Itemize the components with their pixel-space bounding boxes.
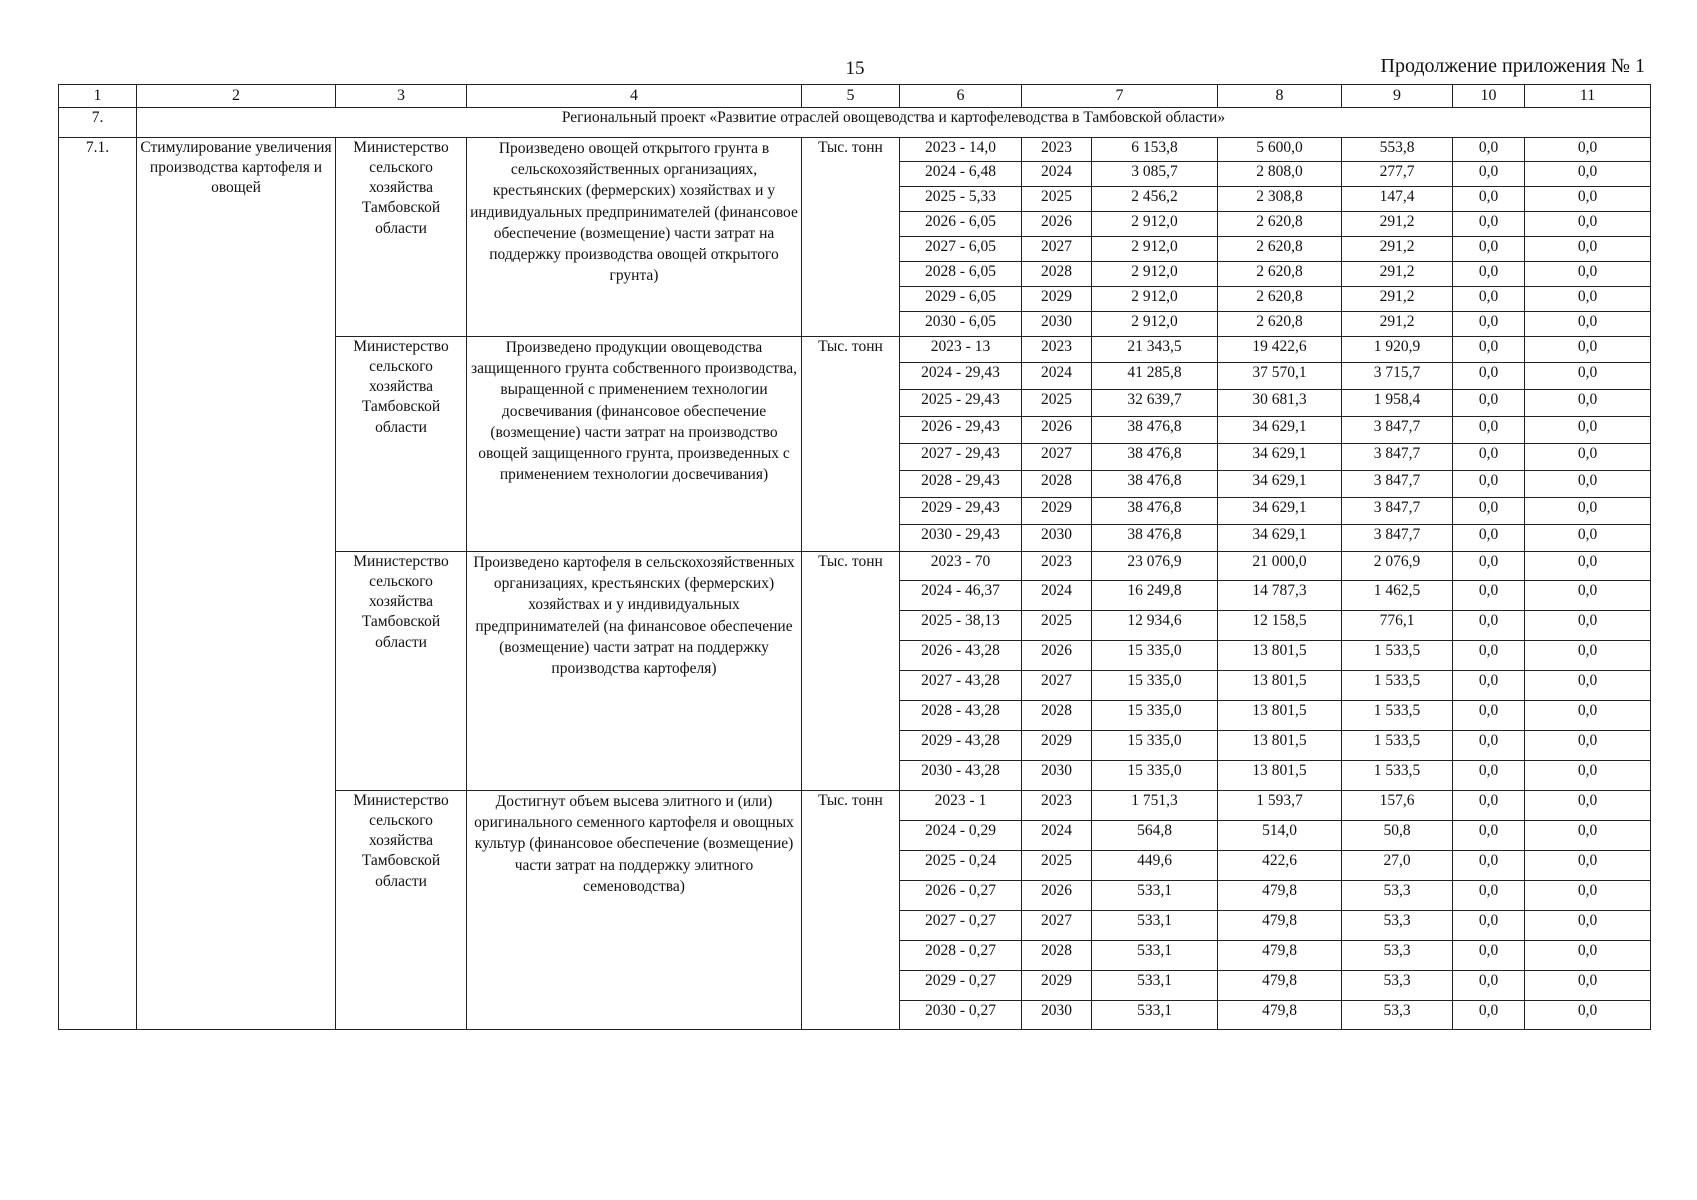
other-sources-cell: 0,0 bbox=[1525, 851, 1651, 881]
total-cell: 38 476,8 bbox=[1092, 525, 1218, 552]
total-cell: 32 639,7 bbox=[1092, 390, 1218, 417]
year-cell: 2029 bbox=[1022, 498, 1092, 525]
regional-budget-cell: 1 533,5 bbox=[1342, 701, 1453, 731]
other-sources-cell: 0,0 bbox=[1525, 911, 1651, 941]
regional-budget-cell: 1 533,5 bbox=[1342, 641, 1453, 671]
col-header-6: 6 bbox=[900, 85, 1022, 108]
local-budget-cell: 0,0 bbox=[1453, 761, 1525, 791]
year-cell: 2028 bbox=[1022, 941, 1092, 971]
executor-cell: Министерство сельского хозяйства Тамбовской области bbox=[336, 138, 467, 337]
regional-budget-cell: 291,2 bbox=[1342, 237, 1453, 262]
year-cell: 2023 bbox=[1022, 552, 1092, 581]
federal-budget-cell: 30 681,3 bbox=[1218, 390, 1342, 417]
total-cell: 2 456,2 bbox=[1092, 187, 1218, 212]
federal-budget-cell: 14 787,3 bbox=[1218, 581, 1342, 611]
regional-budget-cell: 50,8 bbox=[1342, 821, 1453, 851]
local-budget-cell: 0,0 bbox=[1453, 363, 1525, 390]
target-value-cell: 2024 - 6,48 bbox=[900, 162, 1022, 187]
federal-budget-cell: 479,8 bbox=[1218, 941, 1342, 971]
target-value-cell: 2030 - 29,43 bbox=[900, 525, 1022, 552]
regional-budget-cell: 3 847,7 bbox=[1342, 525, 1453, 552]
total-cell: 2 912,0 bbox=[1092, 262, 1218, 287]
other-sources-cell: 0,0 bbox=[1525, 444, 1651, 471]
target-value-cell: 2026 - 29,43 bbox=[900, 417, 1022, 444]
total-cell: 15 335,0 bbox=[1092, 641, 1218, 671]
target-value-cell: 2027 - 29,43 bbox=[900, 444, 1022, 471]
regional-budget-cell: 157,6 bbox=[1342, 791, 1453, 821]
local-budget-cell: 0,0 bbox=[1453, 1001, 1525, 1030]
local-budget-cell: 0,0 bbox=[1453, 701, 1525, 731]
target-value-cell: 2027 - 43,28 bbox=[900, 671, 1022, 701]
federal-budget-cell: 2 308,8 bbox=[1218, 187, 1342, 212]
other-sources-cell: 0,0 bbox=[1525, 237, 1651, 262]
item-name: Стимулирование увеличения производства картофеля и овощей bbox=[137, 138, 336, 1030]
year-cell: 2027 bbox=[1022, 911, 1092, 941]
regional-budget-cell: 1 920,9 bbox=[1342, 337, 1453, 363]
local-budget-cell: 0,0 bbox=[1453, 417, 1525, 444]
year-cell: 2026 bbox=[1022, 212, 1092, 237]
local-budget-cell: 0,0 bbox=[1453, 390, 1525, 417]
year-cell: 2024 bbox=[1022, 821, 1092, 851]
federal-budget-cell: 34 629,1 bbox=[1218, 444, 1342, 471]
other-sources-cell: 0,0 bbox=[1525, 212, 1651, 237]
local-budget-cell: 0,0 bbox=[1453, 971, 1525, 1001]
other-sources-cell: 0,0 bbox=[1525, 581, 1651, 611]
item-number: 7.1. bbox=[59, 138, 137, 1030]
year-cell: 2029 bbox=[1022, 731, 1092, 761]
year-cell: 2028 bbox=[1022, 701, 1092, 731]
regional-budget-cell: 3 847,7 bbox=[1342, 471, 1453, 498]
table-row bbox=[59, 138, 1651, 162]
local-budget-cell: 0,0 bbox=[1453, 237, 1525, 262]
federal-budget-cell: 12 158,5 bbox=[1218, 611, 1342, 641]
unit-cell: Тыс. тонн bbox=[802, 791, 900, 1030]
federal-budget-cell: 2 620,8 bbox=[1218, 212, 1342, 237]
total-cell: 15 335,0 bbox=[1092, 701, 1218, 731]
total-cell: 15 335,0 bbox=[1092, 731, 1218, 761]
target-value-cell: 2024 - 0,29 bbox=[900, 821, 1022, 851]
federal-budget-cell: 19 422,6 bbox=[1218, 337, 1342, 363]
other-sources-cell: 0,0 bbox=[1525, 498, 1651, 525]
federal-budget-cell: 13 801,5 bbox=[1218, 671, 1342, 701]
year-cell: 2027 bbox=[1022, 444, 1092, 471]
year-cell: 2025 bbox=[1022, 851, 1092, 881]
other-sources-cell: 0,0 bbox=[1525, 1001, 1651, 1030]
total-cell: 38 476,8 bbox=[1092, 444, 1218, 471]
target-value-cell: 2029 - 43,28 bbox=[900, 731, 1022, 761]
regional-budget-cell: 2 076,9 bbox=[1342, 552, 1453, 581]
year-cell: 2030 bbox=[1022, 312, 1092, 337]
total-cell: 533,1 bbox=[1092, 941, 1218, 971]
year-cell: 2025 bbox=[1022, 611, 1092, 641]
other-sources-cell: 0,0 bbox=[1525, 471, 1651, 498]
local-budget-cell: 0,0 bbox=[1453, 525, 1525, 552]
result-description: Произведено продукции овощеводства защищенного грунта собственного производства, выращенной с применением технологии досвечивания (финансовое обеспечение (возмещение) части затрат на производство овощей защищенного грунта, произведенных с применением технологии досвечивания) bbox=[467, 337, 802, 552]
total-cell: 15 335,0 bbox=[1092, 761, 1218, 791]
target-value-cell: 2029 - 0,27 bbox=[900, 971, 1022, 1001]
other-sources-cell: 0,0 bbox=[1525, 312, 1651, 337]
other-sources-cell: 0,0 bbox=[1525, 761, 1651, 791]
other-sources-cell: 0,0 bbox=[1525, 262, 1651, 287]
regional-budget-cell: 291,2 bbox=[1342, 287, 1453, 312]
local-budget-cell: 0,0 bbox=[1453, 138, 1525, 162]
federal-budget-cell: 479,8 bbox=[1218, 1001, 1342, 1030]
regional-budget-cell: 53,3 bbox=[1342, 911, 1453, 941]
year-cell: 2023 bbox=[1022, 791, 1092, 821]
federal-budget-cell: 5 600,0 bbox=[1218, 138, 1342, 162]
executor-cell: Министерство сельского хозяйства Тамбовской области bbox=[336, 337, 467, 552]
year-cell: 2024 bbox=[1022, 162, 1092, 187]
other-sources-cell: 0,0 bbox=[1525, 941, 1651, 971]
local-budget-cell: 0,0 bbox=[1453, 611, 1525, 641]
unit-cell: Тыс. тонн bbox=[802, 552, 900, 791]
target-value-cell: 2027 - 6,05 bbox=[900, 237, 1022, 262]
result-description: Произведено картофеля в сельскохозяйственных организациях, крестьянских (фермерских) хозяйствах и у индивидуальных предпринимателей (на финансовое обеспечение (возмещение) части затрат на поддержку производства картофеля) bbox=[467, 552, 802, 791]
year-cell: 2026 bbox=[1022, 881, 1092, 911]
col-header-10: 10 bbox=[1453, 85, 1525, 108]
col-header-2: 2 bbox=[137, 85, 336, 108]
target-value-cell: 2027 - 0,27 bbox=[900, 911, 1022, 941]
federal-budget-cell: 2 620,8 bbox=[1218, 312, 1342, 337]
federal-budget-cell: 479,8 bbox=[1218, 881, 1342, 911]
local-budget-cell: 0,0 bbox=[1453, 162, 1525, 187]
regional-budget-cell: 3 847,7 bbox=[1342, 498, 1453, 525]
other-sources-cell: 0,0 bbox=[1525, 417, 1651, 444]
regional-budget-cell: 1 533,5 bbox=[1342, 671, 1453, 701]
other-sources-cell: 0,0 bbox=[1525, 162, 1651, 187]
col-header-3: 3 bbox=[336, 85, 467, 108]
federal-budget-cell: 13 801,5 bbox=[1218, 731, 1342, 761]
other-sources-cell: 0,0 bbox=[1525, 701, 1651, 731]
year-cell: 2026 bbox=[1022, 417, 1092, 444]
project-row bbox=[59, 108, 1651, 138]
total-cell: 1 751,3 bbox=[1092, 791, 1218, 821]
col-header-11: 11 bbox=[1525, 85, 1651, 108]
federal-budget-cell: 13 801,5 bbox=[1218, 701, 1342, 731]
target-value-cell: 2028 - 29,43 bbox=[900, 471, 1022, 498]
col-header-7: 7 bbox=[1022, 85, 1218, 108]
year-cell: 2030 bbox=[1022, 525, 1092, 552]
total-cell: 38 476,8 bbox=[1092, 471, 1218, 498]
local-budget-cell: 0,0 bbox=[1453, 641, 1525, 671]
col-header-9: 9 bbox=[1342, 85, 1453, 108]
regional-budget-cell: 1 958,4 bbox=[1342, 390, 1453, 417]
local-budget-cell: 0,0 bbox=[1453, 337, 1525, 363]
other-sources-cell: 0,0 bbox=[1525, 390, 1651, 417]
local-budget-cell: 0,0 bbox=[1453, 731, 1525, 761]
federal-budget-cell: 2 620,8 bbox=[1218, 287, 1342, 312]
local-budget-cell: 0,0 bbox=[1453, 262, 1525, 287]
total-cell: 2 912,0 bbox=[1092, 212, 1218, 237]
total-cell: 2 912,0 bbox=[1092, 312, 1218, 337]
other-sources-cell: 0,0 bbox=[1525, 611, 1651, 641]
total-cell: 533,1 bbox=[1092, 911, 1218, 941]
other-sources-cell: 0,0 bbox=[1525, 337, 1651, 363]
col-header-5: 5 bbox=[802, 85, 900, 108]
other-sources-cell: 0,0 bbox=[1525, 731, 1651, 761]
regional-budget-cell: 1 462,5 bbox=[1342, 581, 1453, 611]
unit-cell: Тыс. тонн bbox=[802, 337, 900, 552]
target-value-cell: 2028 - 43,28 bbox=[900, 701, 1022, 731]
year-cell: 2026 bbox=[1022, 641, 1092, 671]
other-sources-cell: 0,0 bbox=[1525, 641, 1651, 671]
regional-budget-cell: 53,3 bbox=[1342, 971, 1453, 1001]
page-number: 15 bbox=[845, 58, 865, 79]
target-value-cell: 2023 - 13 bbox=[900, 337, 1022, 363]
local-budget-cell: 0,0 bbox=[1453, 212, 1525, 237]
result-description: Произведено овощей открытого грунта в сельскохозяйственных организациях, крестьянских (фермерских) хозяйствах и у индивидуальных предпринимателей (финансовое обеспечение (возмещение) части затрат на поддержку производства овощей открытого грунта) bbox=[467, 138, 802, 337]
federal-budget-cell: 2 808,0 bbox=[1218, 162, 1342, 187]
total-cell: 3 085,7 bbox=[1092, 162, 1218, 187]
total-cell: 41 285,8 bbox=[1092, 363, 1218, 390]
executor-cell: Министерство сельского хозяйства Тамбовской области bbox=[336, 552, 467, 791]
other-sources-cell: 0,0 bbox=[1525, 791, 1651, 821]
total-cell: 533,1 bbox=[1092, 1001, 1218, 1030]
col-header-1: 1 bbox=[59, 85, 137, 108]
regional-budget-cell: 53,3 bbox=[1342, 1001, 1453, 1030]
federal-budget-cell: 34 629,1 bbox=[1218, 471, 1342, 498]
total-cell: 15 335,0 bbox=[1092, 671, 1218, 701]
year-cell: 2029 bbox=[1022, 971, 1092, 1001]
target-value-cell: 2023 - 14,0 bbox=[900, 138, 1022, 162]
unit-cell: Тыс. тонн bbox=[802, 138, 900, 337]
target-value-cell: 2025 - 5,33 bbox=[900, 187, 1022, 212]
local-budget-cell: 0,0 bbox=[1453, 287, 1525, 312]
total-cell: 449,6 bbox=[1092, 851, 1218, 881]
regional-budget-cell: 147,4 bbox=[1342, 187, 1453, 212]
total-cell: 16 249,8 bbox=[1092, 581, 1218, 611]
local-budget-cell: 0,0 bbox=[1453, 941, 1525, 971]
target-value-cell: 2028 - 0,27 bbox=[900, 941, 1022, 971]
local-budget-cell: 0,0 bbox=[1453, 312, 1525, 337]
regional-budget-cell: 1 533,5 bbox=[1342, 761, 1453, 791]
year-cell: 2024 bbox=[1022, 581, 1092, 611]
appendix-table bbox=[58, 84, 1651, 1030]
federal-budget-cell: 34 629,1 bbox=[1218, 498, 1342, 525]
federal-budget-cell: 2 620,8 bbox=[1218, 237, 1342, 262]
year-cell: 2028 bbox=[1022, 262, 1092, 287]
target-value-cell: 2028 - 6,05 bbox=[900, 262, 1022, 287]
regional-budget-cell: 776,1 bbox=[1342, 611, 1453, 641]
year-cell: 2027 bbox=[1022, 237, 1092, 262]
target-value-cell: 2026 - 0,27 bbox=[900, 881, 1022, 911]
other-sources-cell: 0,0 bbox=[1525, 881, 1651, 911]
federal-budget-cell: 479,8 bbox=[1218, 971, 1342, 1001]
local-budget-cell: 0,0 bbox=[1453, 552, 1525, 581]
regional-budget-cell: 291,2 bbox=[1342, 212, 1453, 237]
local-budget-cell: 0,0 bbox=[1453, 471, 1525, 498]
other-sources-cell: 0,0 bbox=[1525, 525, 1651, 552]
local-budget-cell: 0,0 bbox=[1453, 444, 1525, 471]
target-value-cell: 2023 - 70 bbox=[900, 552, 1022, 581]
other-sources-cell: 0,0 bbox=[1525, 363, 1651, 390]
target-value-cell: 2030 - 6,05 bbox=[900, 312, 1022, 337]
regional-budget-cell: 53,3 bbox=[1342, 941, 1453, 971]
year-cell: 2024 bbox=[1022, 363, 1092, 390]
year-cell: 2025 bbox=[1022, 187, 1092, 212]
local-budget-cell: 0,0 bbox=[1453, 581, 1525, 611]
target-value-cell: 2030 - 43,28 bbox=[900, 761, 1022, 791]
regional-budget-cell: 277,7 bbox=[1342, 162, 1453, 187]
project-number: 7. bbox=[59, 108, 137, 138]
local-budget-cell: 0,0 bbox=[1453, 791, 1525, 821]
federal-budget-cell: 37 570,1 bbox=[1218, 363, 1342, 390]
regional-budget-cell: 3 715,7 bbox=[1342, 363, 1453, 390]
regional-budget-cell: 291,2 bbox=[1342, 312, 1453, 337]
target-value-cell: 2029 - 6,05 bbox=[900, 287, 1022, 312]
project-title: Региональный проект «Развитие отраслей овощеводства и картофелеводства в Тамбовской области» bbox=[137, 108, 1651, 138]
local-budget-cell: 0,0 bbox=[1453, 671, 1525, 701]
executor-cell: Министерство сельского хозяйства Тамбовской области bbox=[336, 791, 467, 1030]
total-cell: 38 476,8 bbox=[1092, 417, 1218, 444]
year-cell: 2023 bbox=[1022, 337, 1092, 363]
total-cell: 23 076,9 bbox=[1092, 552, 1218, 581]
year-cell: 2023 bbox=[1022, 138, 1092, 162]
column-number-row bbox=[59, 85, 1651, 108]
year-cell: 2027 bbox=[1022, 671, 1092, 701]
other-sources-cell: 0,0 bbox=[1525, 971, 1651, 1001]
year-cell: 2030 bbox=[1022, 1001, 1092, 1030]
total-cell: 533,1 bbox=[1092, 881, 1218, 911]
regional-budget-cell: 1 533,5 bbox=[1342, 731, 1453, 761]
target-value-cell: 2025 - 0,24 bbox=[900, 851, 1022, 881]
federal-budget-cell: 1 593,7 bbox=[1218, 791, 1342, 821]
result-description: Достигнут объем высева элитного и (или) оригинального семенного картофеля и овощных культур (финансовое обеспечение (возмещение) части затрат на поддержку элитного семеноводства) bbox=[467, 791, 802, 1030]
regional-budget-cell: 3 847,7 bbox=[1342, 417, 1453, 444]
other-sources-cell: 0,0 bbox=[1525, 187, 1651, 212]
local-budget-cell: 0,0 bbox=[1453, 881, 1525, 911]
federal-budget-cell: 479,8 bbox=[1218, 911, 1342, 941]
year-cell: 2028 bbox=[1022, 471, 1092, 498]
continuation-label: Продолжение приложения № 1 bbox=[1380, 55, 1645, 77]
local-budget-cell: 0,0 bbox=[1453, 498, 1525, 525]
federal-budget-cell: 422,6 bbox=[1218, 851, 1342, 881]
target-value-cell: 2023 - 1 bbox=[900, 791, 1022, 821]
total-cell: 6 153,8 bbox=[1092, 138, 1218, 162]
total-cell: 2 912,0 bbox=[1092, 237, 1218, 262]
target-value-cell: 2025 - 38,13 bbox=[900, 611, 1022, 641]
federal-budget-cell: 34 629,1 bbox=[1218, 417, 1342, 444]
other-sources-cell: 0,0 bbox=[1525, 821, 1651, 851]
total-cell: 2 912,0 bbox=[1092, 287, 1218, 312]
regional-budget-cell: 553,8 bbox=[1342, 138, 1453, 162]
local-budget-cell: 0,0 bbox=[1453, 911, 1525, 941]
other-sources-cell: 0,0 bbox=[1525, 138, 1651, 162]
other-sources-cell: 0,0 bbox=[1525, 552, 1651, 581]
year-cell: 2030 bbox=[1022, 761, 1092, 791]
regional-budget-cell: 53,3 bbox=[1342, 881, 1453, 911]
target-value-cell: 2025 - 29,43 bbox=[900, 390, 1022, 417]
local-budget-cell: 0,0 bbox=[1453, 821, 1525, 851]
federal-budget-cell: 514,0 bbox=[1218, 821, 1342, 851]
target-value-cell: 2029 - 29,43 bbox=[900, 498, 1022, 525]
federal-budget-cell: 2 620,8 bbox=[1218, 262, 1342, 287]
total-cell: 564,8 bbox=[1092, 821, 1218, 851]
federal-budget-cell: 13 801,5 bbox=[1218, 761, 1342, 791]
year-cell: 2025 bbox=[1022, 390, 1092, 417]
total-cell: 12 934,6 bbox=[1092, 611, 1218, 641]
local-budget-cell: 0,0 bbox=[1453, 187, 1525, 212]
col-header-8: 8 bbox=[1218, 85, 1342, 108]
regional-budget-cell: 3 847,7 bbox=[1342, 444, 1453, 471]
federal-budget-cell: 13 801,5 bbox=[1218, 641, 1342, 671]
regional-budget-cell: 291,2 bbox=[1342, 262, 1453, 287]
total-cell: 38 476,8 bbox=[1092, 498, 1218, 525]
target-value-cell: 2026 - 43,28 bbox=[900, 641, 1022, 671]
year-cell: 2029 bbox=[1022, 287, 1092, 312]
total-cell: 21 343,5 bbox=[1092, 337, 1218, 363]
target-value-cell: 2026 - 6,05 bbox=[900, 212, 1022, 237]
local-budget-cell: 0,0 bbox=[1453, 851, 1525, 881]
federal-budget-cell: 34 629,1 bbox=[1218, 525, 1342, 552]
other-sources-cell: 0,0 bbox=[1525, 671, 1651, 701]
target-value-cell: 2030 - 0,27 bbox=[900, 1001, 1022, 1030]
target-value-cell: 2024 - 29,43 bbox=[900, 363, 1022, 390]
total-cell: 533,1 bbox=[1092, 971, 1218, 1001]
regional-budget-cell: 27,0 bbox=[1342, 851, 1453, 881]
federal-budget-cell: 21 000,0 bbox=[1218, 552, 1342, 581]
col-header-4: 4 bbox=[467, 85, 802, 108]
other-sources-cell: 0,0 bbox=[1525, 287, 1651, 312]
target-value-cell: 2024 - 46,37 bbox=[900, 581, 1022, 611]
